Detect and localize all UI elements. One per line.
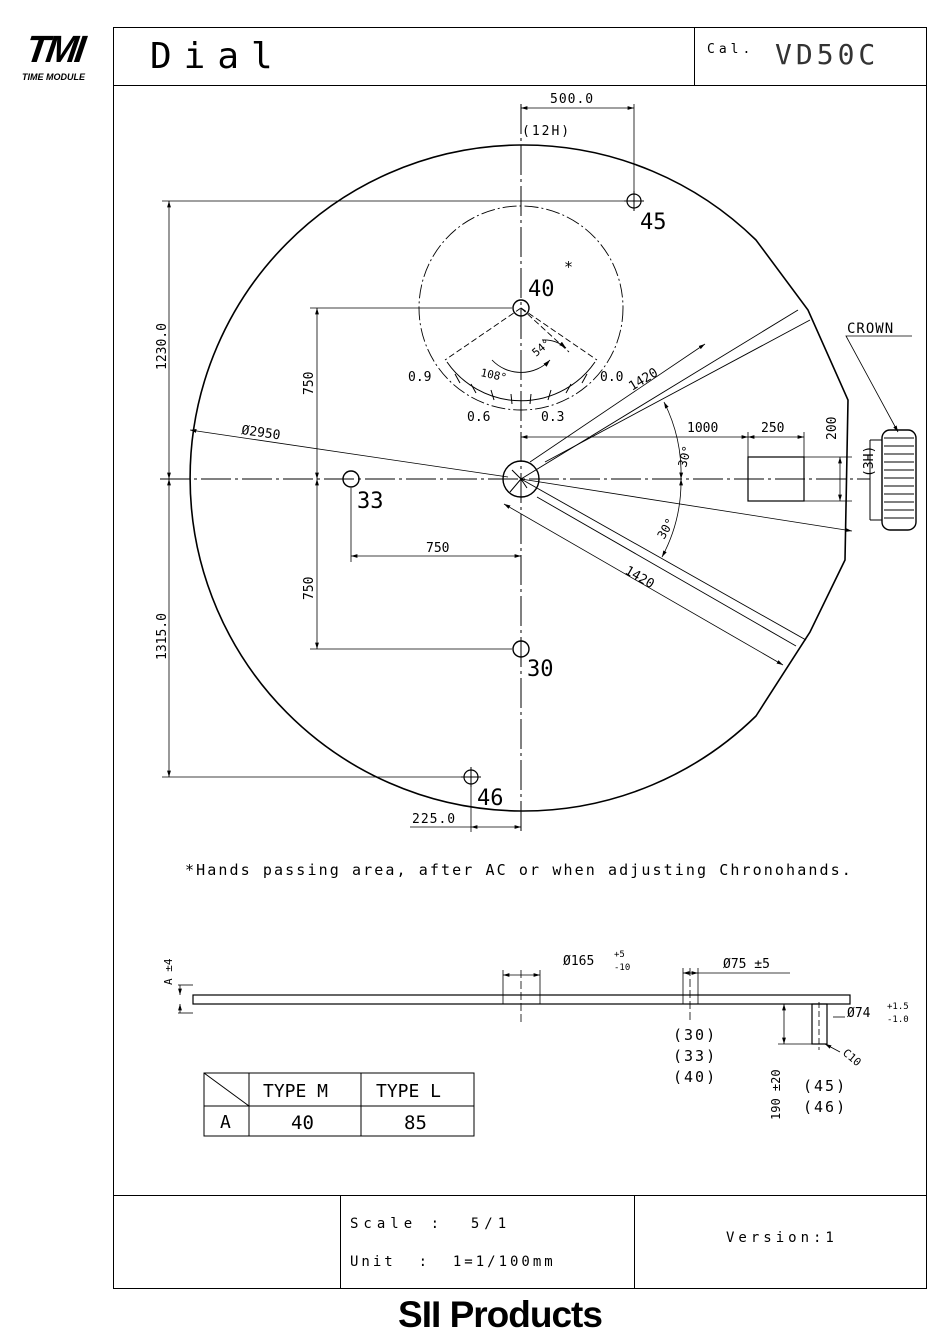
caliber-value: VD50C: [775, 38, 880, 71]
crown-icon: [870, 430, 916, 530]
label-d75: Ø75 ±5: [723, 957, 770, 972]
label-30deg-lower: 30°: [654, 515, 678, 542]
label-diameter: Ø2950: [240, 423, 282, 444]
label-45: 45: [640, 210, 667, 235]
ref-46: (46): [803, 1098, 848, 1116]
label-d74-tol-minus: -1.0: [887, 1015, 909, 1025]
label-crown: CROWN: [847, 321, 895, 337]
label-d165-tol-minus: -10: [614, 963, 631, 973]
label-1420-upper: 1420: [626, 365, 661, 395]
type-table: [204, 1073, 474, 1136]
foot-46: [461, 767, 481, 787]
label-108deg: 108°: [479, 366, 509, 385]
scale-text: Scale : 5/1: [350, 1216, 512, 1232]
foot-section: [806, 1002, 833, 1050]
ref-40: (40): [673, 1068, 718, 1086]
label-3h: (3H): [862, 445, 877, 477]
subdial-scale-0-0: 0.0: [600, 370, 624, 385]
subdial-scale-0-6: 0.6: [467, 410, 491, 425]
ref-30: (30): [673, 1026, 718, 1044]
label-200: 200: [825, 416, 840, 440]
label-40-star: *: [564, 258, 574, 276]
table-value-type-l: 85: [404, 1112, 427, 1134]
logo-mark: TMI: [23, 29, 86, 71]
label-1230: 1230.0: [155, 323, 170, 370]
hands-note: *Hands passing area, after AC or when adjusting Chronohands.: [185, 861, 853, 879]
label-d74: Ø74: [847, 1006, 871, 1021]
table-header-type-m: TYPE M: [263, 1081, 329, 1102]
label-40: 40: [528, 277, 555, 302]
foot-45: [624, 191, 644, 211]
logo-subtitle: TIME MODULE: [22, 72, 85, 82]
subdial-scale-0-9: 0.9: [408, 370, 432, 385]
table-header-type-l: TYPE L: [376, 1081, 442, 1102]
label-33: 33: [357, 489, 384, 514]
version-text: Version:1: [726, 1230, 838, 1246]
table-row-label-a: A: [220, 1112, 231, 1133]
label-500: 500.0: [550, 92, 595, 107]
subdial-scale-0-3: 0.3: [541, 410, 565, 425]
label-46: 46: [477, 786, 504, 811]
label-750-horizontal: 750: [426, 541, 450, 556]
unit-text: Unit : 1=1/100mm: [350, 1254, 556, 1270]
label-54deg: 54°: [529, 336, 554, 360]
label-30: 30: [527, 657, 554, 682]
table-value-type-m: 40: [291, 1112, 314, 1134]
label-1315: 1315.0: [155, 613, 170, 660]
label-190: 190 ±20: [769, 1069, 783, 1120]
label-12h: (12H): [522, 124, 572, 139]
label-750-upper: 750: [302, 371, 317, 395]
label-30deg-upper: 30°: [675, 444, 695, 469]
label-1000: 1000: [687, 421, 719, 436]
ref-33: (33): [673, 1047, 718, 1065]
brand-footer: SII Products: [398, 1294, 602, 1335]
drawing-title: Dial: [150, 36, 285, 77]
label-d165-tol-plus: +5: [614, 950, 625, 960]
dial-section: [193, 995, 850, 1004]
caliber-label: Cal.: [707, 42, 755, 57]
label-250: 250: [761, 421, 785, 436]
label-d74-tol-plus: +1.5: [887, 1002, 909, 1012]
label-a-tol: A ±4: [162, 958, 175, 985]
ref-45: (45): [803, 1077, 848, 1095]
label-225: 225.0: [412, 812, 457, 827]
label-c10: C10: [840, 1046, 864, 1070]
label-d165: Ø165: [563, 954, 595, 969]
label-750-lower: 750: [302, 576, 317, 600]
dial-outline: [190, 145, 848, 811]
label-1420-lower: 1420: [622, 563, 657, 593]
